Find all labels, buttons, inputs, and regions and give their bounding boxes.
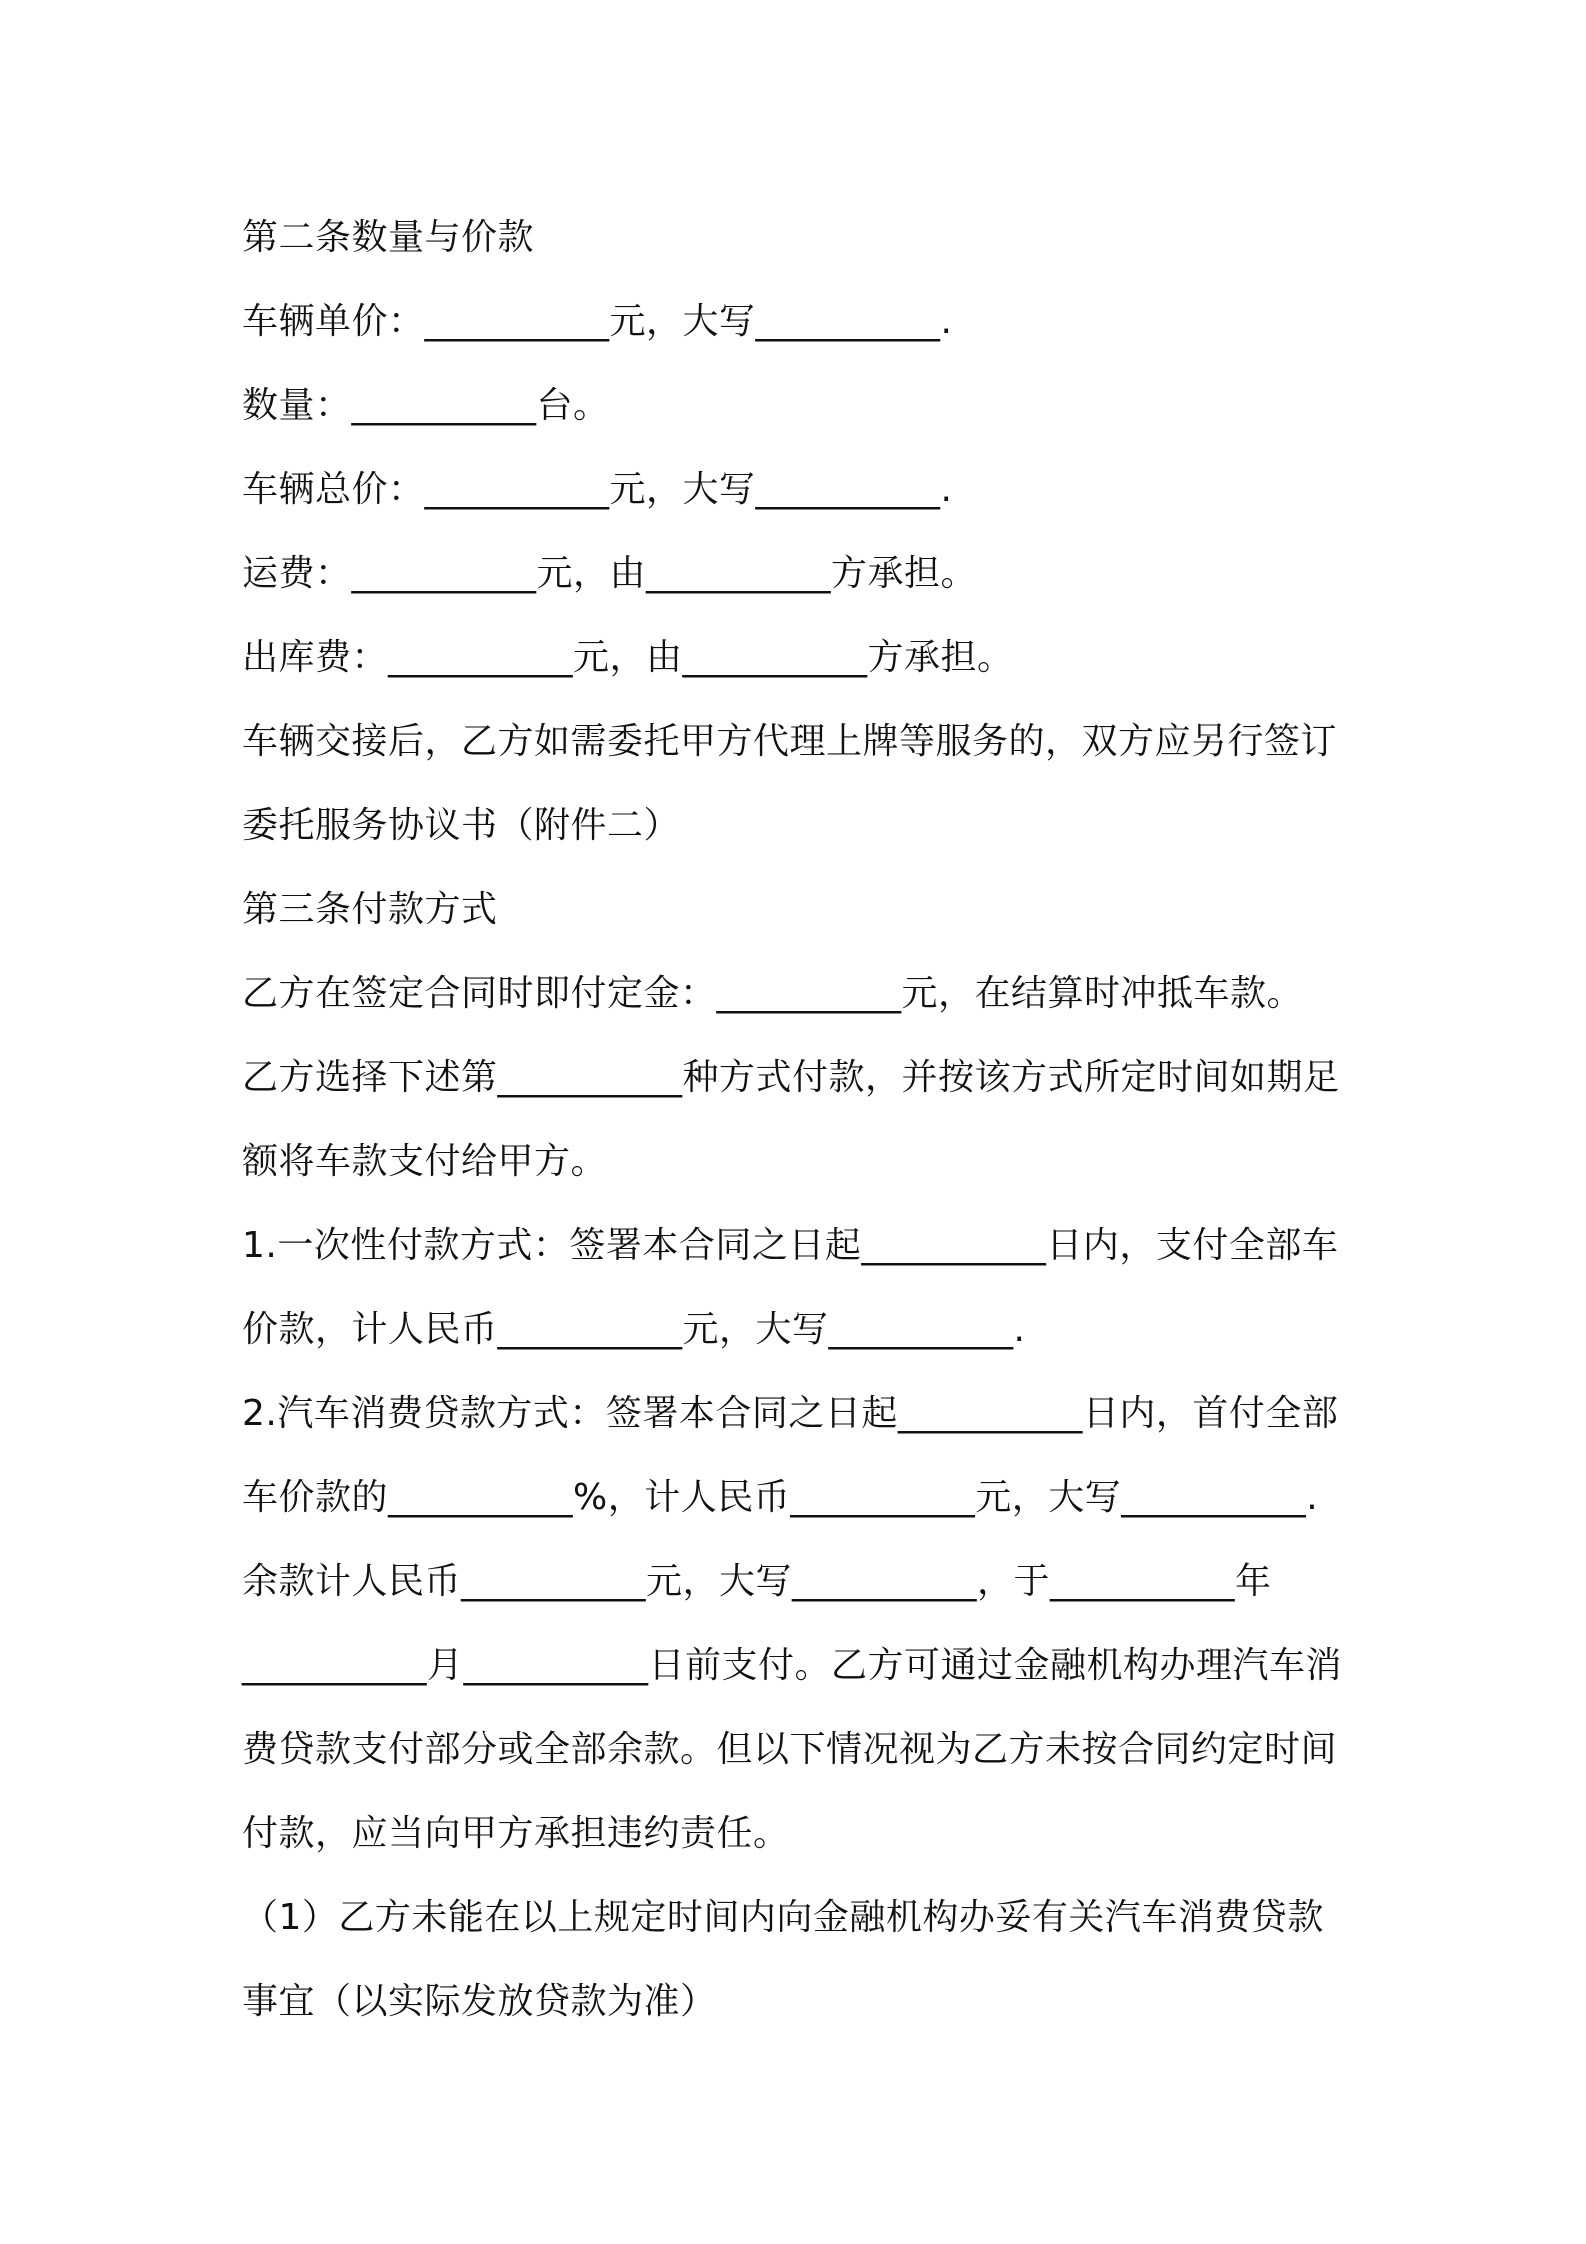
lump-sum-line-2: 价款，计人民币__________元，大写__________. [242,1309,1026,1350]
loan-line-4: __________月__________日前支付。乙方可通过金融机构办理汽车消 [242,1645,1343,1686]
unit-price-line: 车辆单价：__________元，大写__________. [242,301,953,342]
freight-line: 运费：__________元，由__________方承担。 [242,553,978,594]
loan-line-6: 付款，应当向甲方承担违约责任。 [242,1813,790,1854]
total-price-line: 车辆总价：__________元，大写__________. [242,469,953,510]
warehouse-fee-line: 出库费：__________元，由__________方承担。 [242,637,1014,678]
loan-line-2: 车价款的__________%，计人民币__________元，大写__________. [242,1477,1319,1518]
loan-line-3: 余款计人民币__________元，大写__________，于__________年 [242,1561,1272,1602]
handover-paragraph-line-2: 委托服务协议书（附件二） [242,805,681,846]
clause-1-line-2: 事宜（以实际发放贷款为准） [242,1981,717,2022]
lump-sum-line-1: 1.一次性付款方式：签署本合同之日起__________日内，支付全部车 [242,1225,1339,1266]
handover-paragraph-line-1: 车辆交接后，乙方如需委托甲方代理上牌等服务的，双方应另行签订 [242,721,1338,762]
loan-line-1: 2.汽车消费贷款方式：签署本合同之日起__________日内，首付全部 [242,1393,1339,1434]
article-3-heading: 第三条付款方式 [242,889,498,930]
quantity-line: 数量：__________台。 [242,385,610,426]
loan-line-5: 费贷款支付部分或全部余款。但以下情况视为乙方未按合同约定时间 [242,1729,1338,1770]
payment-choice-line-2: 额将车款支付给甲方。 [242,1141,608,1182]
deposit-line: 乙方在签定合同时即付定金：__________元，在结算时冲抵车款。 [242,973,1304,1014]
clause-1-line-1: （1）乙方未能在以上规定时间内向金融机构办妥有关汽车消费贷款 [242,1897,1324,1938]
article-2-heading: 第二条数量与价款 [242,217,535,258]
contract-body [242,196,1362,2044]
payment-choice-line-1: 乙方选择下述第__________种方式付款，并按该方式所定时间如期足 [242,1057,1340,1098]
